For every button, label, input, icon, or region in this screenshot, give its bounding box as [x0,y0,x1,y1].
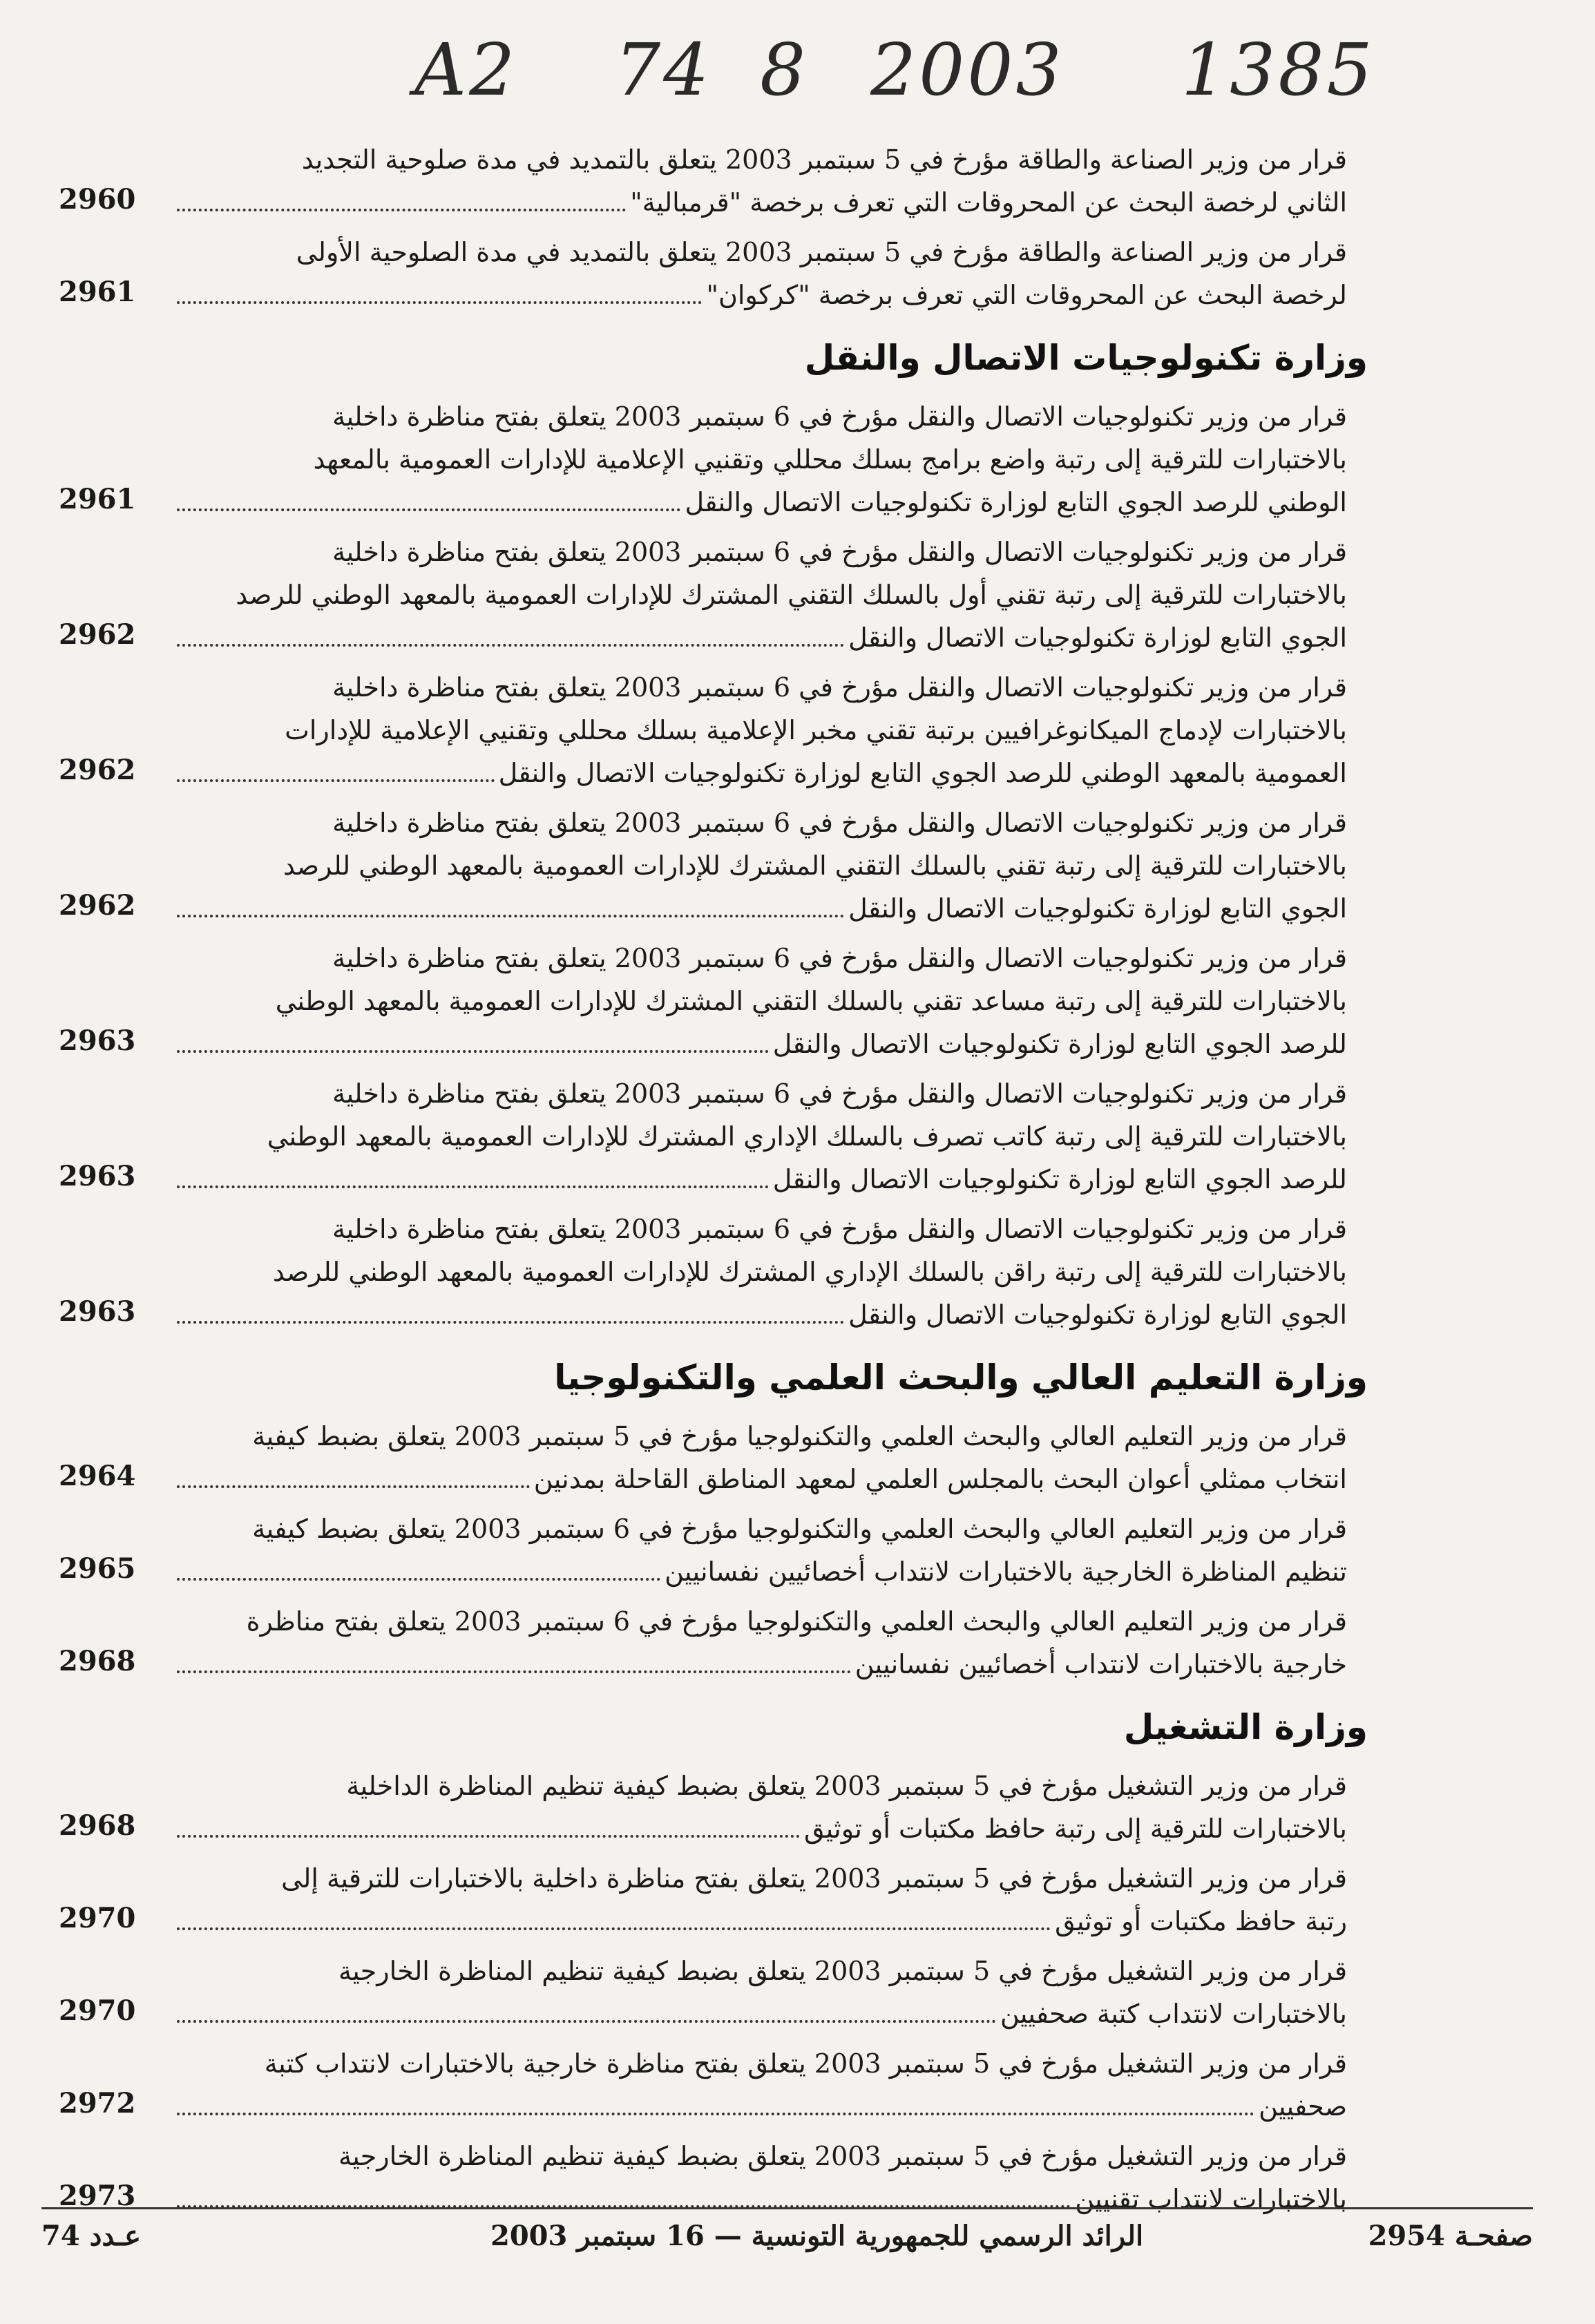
toc-entry[interactable] [59,1600,1347,1686]
entry-text-line: الوطني للرصد الجوي التابع لوزارة تكنولوجيات الاتصال والنقل [685,487,1347,517]
entry-text-line: قرار من وزير التشغيل مؤرخ في 5 سبتمبر 2003 يتعلق بضبط كيفية تنظيم المناظرة الداخلية [346,1771,1347,1801]
entry-text-line: الجوي التابع لوزارة تكنولوجيات الاتصال والنقل [848,893,1347,924]
dot-leader [177,752,495,782]
entry-page-number: 2963 [59,1025,136,1057]
toc-entry[interactable] [59,1764,1347,1850]
entry-text-line: قرار من وزير التشغيل مؤرخ في 5 سبتمبر 2003 يتعلق بضبط كيفية تنظيم المناظرة الخارجية [338,1956,1347,1986]
toc-entry[interactable] [59,1208,1347,1336]
handwritten-mark: 8 [760,28,809,112]
entry-text-line: بالاختبارات للترقية إلى رتبة تقني بالسلك التقني المشترك للإدارات العمومية بالمعهد الوطني للرصد [283,850,1347,881]
dot-leader [177,887,844,917]
entry-text-line: الجوي التابع لوزارة تكنولوجيات الاتصال والنقل [848,1299,1347,1330]
entry-page-number: 2962 [59,754,136,786]
footer-journal-title: الرائد الرسمي للجمهورية التونسية — 16 سبتمبر 2003 [490,2220,1144,2252]
dot-leader [177,1900,1051,1930]
entry-text-line: للرصد الجوي التابع لوزارة تكنولوجيات الاتصال والنقل [772,1029,1347,1059]
table-of-contents [59,138,1368,2227]
entry-text-line: بالاختبارات للترقية إلى رتبة كاتب تصرف بالسلك الإداري المشترك للإدارات العمومية بالمعهد الوطني [267,1121,1347,1152]
toc-entry[interactable] [59,1857,1347,1943]
entry-text-line: قرار من وزير تكنولوجيات الاتصال والنقل مؤرخ في 6 سبتمبر 2003 يتعلق بفتح مناظرة داخلية [332,1214,1347,1244]
dot-leader [177,1643,851,1673]
toc-entry[interactable] [59,231,1347,316]
entry-text-line: قرار من وزير التشغيل مؤرخ في 5 سبتمبر 2003 يتعلق بفتح مناظرة خارجية بالاختبارات لانتداب كتبة [264,2048,1347,2079]
entry-page-number: 2963 [59,1295,136,1328]
dot-leader [177,1807,800,1838]
dot-leader [177,2085,1254,2115]
footer-issue-number: عـدد 74 [41,2220,141,2252]
handwritten-annotation [414,28,1395,138]
entry-text-line: قرار من وزير تكنولوجيات الاتصال والنقل مؤرخ في 6 سبتمبر 2003 يتعلق بفتح مناظرة داخلية [332,1078,1347,1109]
dot-leader [177,1550,660,1581]
entry-text-line: بالاختبارات للترقية إلى رتبة مساعد تقني بالسلك التقني المشترك للإدارات العمومية بالمعهد الوطني [275,986,1347,1016]
entry-text-line: قرار من وزير تكنولوجيات الاتصال والنقل مؤرخ في 6 سبتمبر 2003 يتعلق بفتح مناظرة داخلية [332,943,1347,973]
handwritten-code: A2 [414,28,518,112]
entry-page-number: 2961 [59,483,136,515]
entry-text-line: صحفيين [1259,2091,1347,2122]
footer-divider [41,2207,1533,2209]
entry-page-number: 2962 [59,618,136,651]
entry-page-number: 2968 [59,1809,136,1842]
entry-page-number: 2963 [59,1160,136,1192]
toc-entry[interactable] [59,1072,1347,1201]
entry-text-line: قرار من وزير التعليم العالي والبحث العلمي والتكنولوجيا مؤرخ في 6 سبتمبر 2003 يتعلق بفتح مناظرة [246,1606,1347,1637]
entry-text-line: العمومية بالمعهد الوطني للرصد الجوي التابع لوزارة تكنولوجيات الاتصال والنقل [498,758,1347,788]
dot-leader [177,1158,769,1188]
entry-text-line: بالاختبارات لانتداب كتبة صحفيين [1000,1999,1347,2029]
dot-leader [177,274,702,304]
entry-text-line: قرار من وزير الصناعة والطاقة مؤرخ في 5 سبتمبر 2003 يتعلق بالتمديد في مدة الصلوحية الأولى [296,237,1347,267]
entry-page-number: 2973 [59,2180,136,2212]
entry-text-line: بالاختبارات لانتداب تقنيين [1075,2184,1347,2214]
entry-page-number: 2970 [59,1902,136,1934]
entry-text-line: خارجية بالاختبارات لانتداب أخصائيين نفسانيين [854,1649,1347,1679]
toc-entry[interactable] [59,937,1347,1065]
entry-page-number: 2968 [59,1645,136,1677]
entry-page-number: 2972 [59,2087,136,2120]
entry-text-line: تنظيم المناظرة الخارجية بالاختبارات لانتداب أخصائيين نفسانيين [665,1556,1347,1587]
entry-page-number: 2970 [59,1994,136,2027]
entry-text-line: الجوي التابع لوزارة تكنولوجيات الاتصال والنقل [848,622,1347,653]
toc-entry[interactable] [59,2042,1347,2128]
dot-leader [177,481,680,511]
handwritten-number: 1385 [1181,28,1375,112]
handwritten-year: 2003 [870,28,1064,112]
dot-leader [177,2178,1071,2208]
entry-page-number: 2960 [59,183,136,216]
entry-page-number: 2962 [59,889,136,922]
entry-text-line: بالاختبارات للترقية إلى رتبة تقني أول بالسلك التقني المشترك للإدارات العمومية بالمعهد الوطني للرصد [236,580,1347,610]
entry-text-line: قرار من وزير التعليم العالي والبحث العلمي والتكنولوجيا مؤرخ في 6 سبتمبر 2003 يتعلق بضبط كيفية [252,1514,1347,1544]
dot-leader [177,616,844,647]
dot-leader [177,1992,996,2023]
dot-leader [177,1458,530,1488]
dot-leader [177,1022,769,1053]
entry-text-line: قرار من وزير تكنولوجيات الاتصال والنقل مؤرخ في 6 سبتمبر 2003 يتعلق بفتح مناظرة داخلية [332,672,1347,703]
entry-text-line: قرار من وزير التعليم العالي والبحث العلمي والتكنولوجيا مؤرخ في 5 سبتمبر 2003 يتعلق بضبط كيفية [252,1421,1347,1451]
entry-text-line: قرار من وزير تكنولوجيات الاتصال والنقل مؤرخ في 6 سبتمبر 2003 يتعلق بفتح مناظرة داخلية [332,808,1347,838]
toc-entry[interactable] [59,1507,1347,1593]
section-heading: وزارة تكنولوجيات الاتصال والنقل [804,338,1368,378]
toc-entry[interactable] [59,1415,1347,1501]
entry-text-line: قرار من وزير التشغيل مؤرخ في 5 سبتمبر 2003 يتعلق بفتح مناظرة داخلية بالاختبارات للترقية إلى [281,1863,1347,1894]
toc-entry[interactable] [59,531,1347,659]
handwritten-issue: 74 [615,28,712,112]
page-footer [41,2214,1533,2263]
entry-text-line: قرار من وزير الصناعة والطاقة مؤرخ في 5 سبتمبر 2003 يتعلق بالتمديد في مدة صلوحية التجديد [301,144,1347,175]
entry-text-line: بالاختبارات للترقية إلى رتبة راقن بالسلك الإداري المشترك للإدارات العمومية بالمعهد الوطني للرصد [272,1257,1347,1287]
entry-text-line: انتخاب ممثلي أعوان البحث بالمجلس العلمي لمعهد المناطق القاحلة بمدنين [533,1464,1347,1494]
section-heading: وزارة التشغيل [1123,1707,1368,1747]
entry-text-line: بالاختبارات للترقية إلى رتبة حافظ مكتبات أو توثيق [803,1813,1347,1844]
entry-page-number: 2961 [59,276,136,308]
toc-entry[interactable] [59,395,1347,524]
section-heading: وزارة التعليم العالي والبحث العلمي والتكنولوجيا [554,1358,1368,1398]
entry-text-line: للرصد الجوي التابع لوزارة تكنولوجيات الاتصال والنقل [772,1164,1347,1194]
entry-text-line: لرخصة البحث عن المحروقات التي تعرف برخصة "كركوان" [706,280,1347,310]
dot-leader [177,1293,844,1324]
entry-text-line: رتبة حافظ مكتبات أو توثيق [1055,1906,1347,1936]
entry-page-number: 2965 [59,1552,136,1585]
entry-text-line: قرار من وزير التشغيل مؤرخ في 5 سبتمبر 2003 يتعلق بضبط كيفية تنظيم المناظرة الخارجية [338,2141,1347,2171]
dot-leader [177,181,626,211]
entry-text-line: قرار من وزير تكنولوجيات الاتصال والنقل مؤرخ في 6 سبتمبر 2003 يتعلق بفتح مناظرة داخلية [332,537,1347,567]
entry-text-line: بالاختبارات لإدماج الميكانوغرافيين برتبة تقني مخبر الإعلامية بسلك محللي وتقنيي الإعلامية للإدارات [285,715,1347,745]
entry-text-line: قرار من وزير تكنولوجيات الاتصال والنقل مؤرخ في 6 سبتمبر 2003 يتعلق بفتح مناظرة داخلية [332,401,1347,432]
entry-page-number: 2964 [59,1460,136,1492]
entry-text-line: بالاختبارات للترقية إلى رتبة واضع برامج بسلك محللي وتقنيي الإعلامية للإدارات العمومية بالمعهد [313,444,1347,475]
toc-entry[interactable] [59,1950,1347,2035]
footer-page-number: صفحـة 2954 [1368,2220,1533,2252]
toc-entry[interactable] [59,138,1347,224]
entry-text-line: الثاني لرخصة البحث عن المحروقات التي تعرف برخصة "قرمبالية" [630,187,1347,218]
toc-entry[interactable] [59,666,1347,794]
toc-entry[interactable] [59,801,1347,930]
